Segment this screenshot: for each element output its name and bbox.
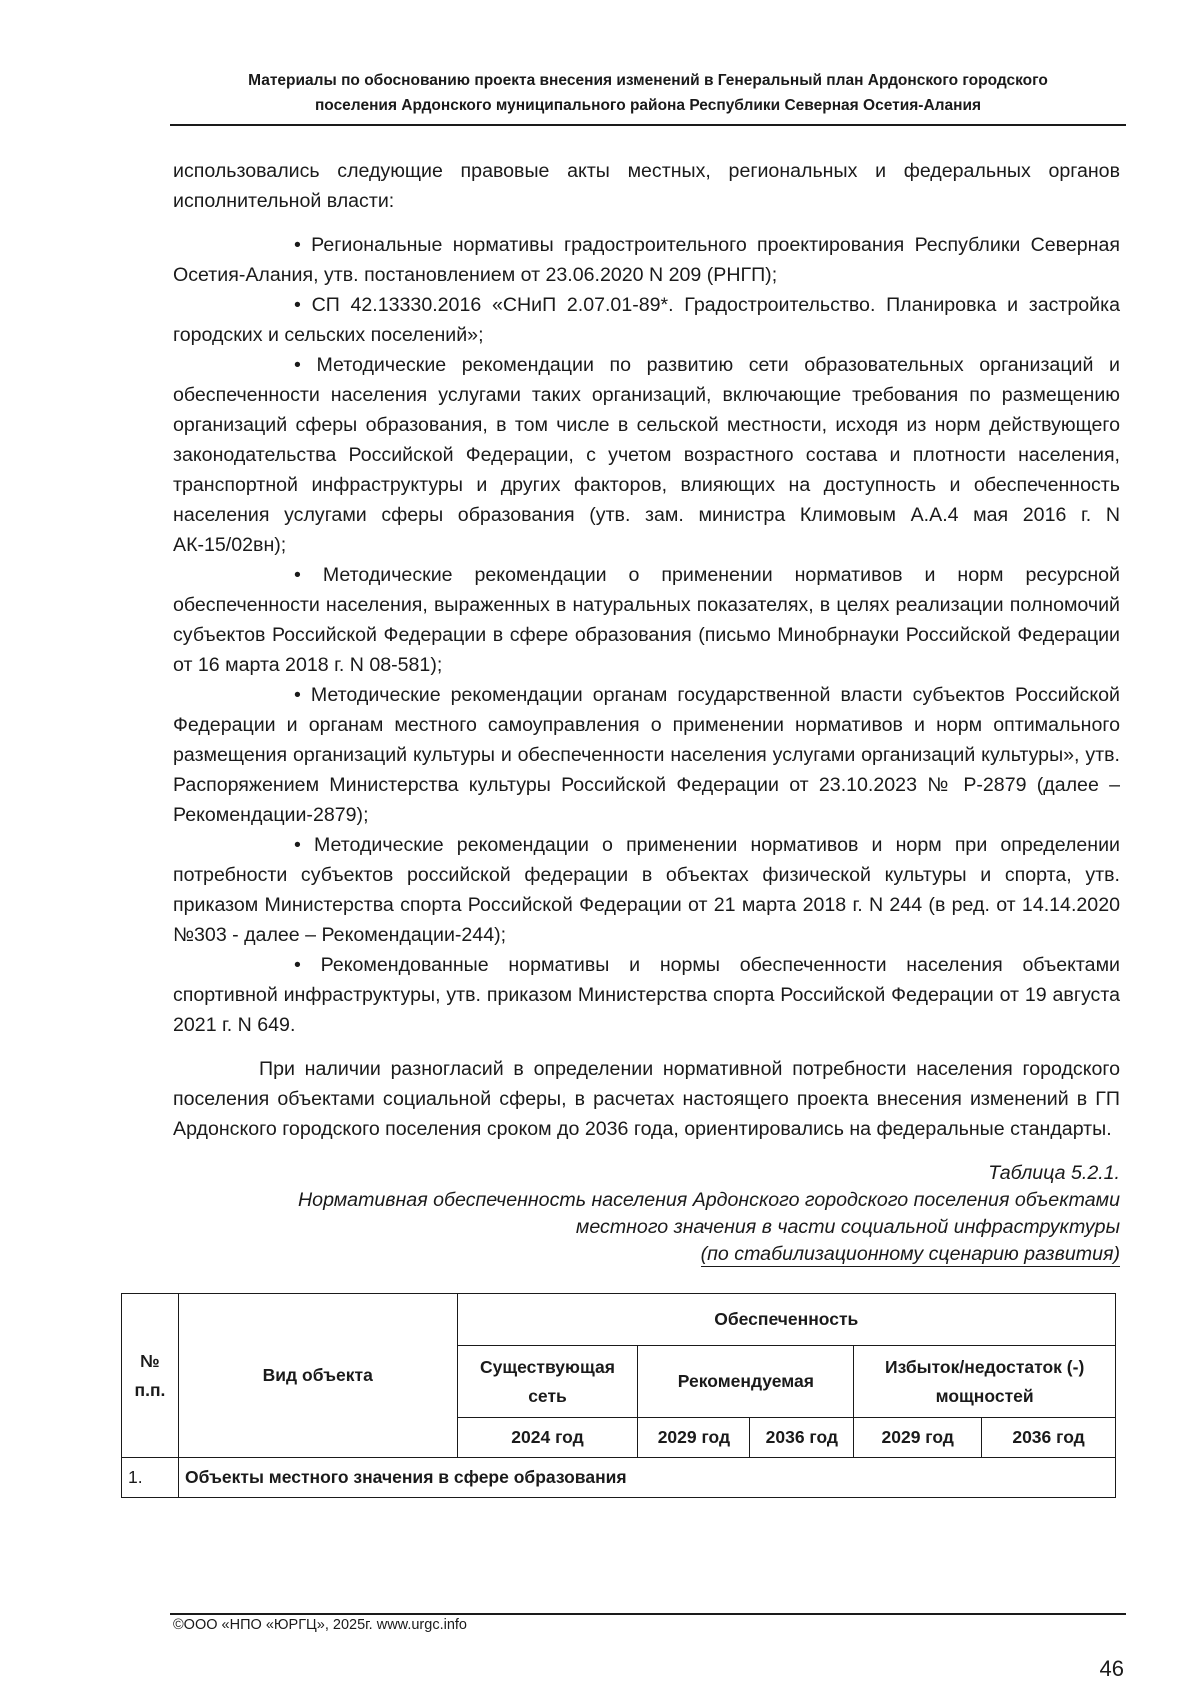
year-header: 2036 год — [750, 1418, 854, 1458]
header-line-2: поселения Ардонского муниципального района Республики Северная Осетия-Алания — [314, 97, 982, 114]
page-header — [170, 68, 1126, 118]
year-header: 2036 год — [982, 1418, 1116, 1458]
document-body — [173, 156, 1120, 1268]
col-type-header: Вид объекта — [178, 1294, 457, 1458]
footer-divider — [170, 1613, 1126, 1615]
col-number-header: № п.п. — [122, 1294, 179, 1458]
year-header: 2024 год — [457, 1418, 638, 1458]
caption-line-1: Нормативная обеспеченность населения Ардонского городского поселения объектами — [298, 1189, 1120, 1211]
list-item: • СП 42.13330.2016 «СНиП 2.07.01-89*. Градостроительство. Планировка и застройка городских и сельских поселений»; — [173, 290, 1120, 350]
recommended-header: Рекомендуемая — [638, 1346, 854, 1418]
header-line-1: Материалы по обоснованию проекта внесения изменений в Генеральный план Ардонского городского — [248, 72, 1048, 89]
intro-paragraph: использовались следующие правовые акты местных, региональных и федеральных органов исполнительной власти: — [173, 160, 1120, 212]
table-label: Таблица 5.2.1. — [988, 1162, 1120, 1184]
list-item: • Методические рекомендации органам государственной власти субъектов Российской Федерации и органам местного самоуправления о применении нормативов и норм оптимального размещения организаций культуры и обеспеченности населения услугами организаций культуры», утв. Распоряжением Министерства культуры Российской Федерации от 23.10.2023 № Р-2879 (далее – Рекомендации-2879); — [173, 680, 1120, 830]
list-item: • Методические рекомендации по развитию сети образовательных организаций и обеспеченности населения услугами таких организаций, включающие требования по размещению организаций сферы образования, в том числе в сельской местности, исходя из норм действующего законодательства Российской Федерации, с учетом возрастного состава и плотности населения, транспортной инфраструктуры и других факторов, влияющих на доступность и обеспеченность населения услугами сферы образования (утв. зам. министра Климовым А.А.4 мая 2016 г. N АК-15/02вн); — [173, 350, 1120, 560]
page-number: 46 — [1099, 1656, 1124, 1681]
group-header: Обеспеченность — [457, 1294, 1115, 1346]
row-number: 1. — [122, 1458, 179, 1498]
body-paragraph: При наличии разногласий в определении нормативной потребности населения городского поселения объектами социальной сферы, в расчетах настоящего проекта внесения изменений в ГП Ардонского городского поселения сроком до 2036 года, ориентировались на федеральные стандарты. — [173, 1058, 1120, 1140]
list-item: • Методические рекомендации о применении нормативов и норм при определении потребности субъектов российской федерации в объектах физической культуры и спорта, утв. приказом Министерства спорта Российской Федерации от 21 марта 2018 г. N 244 (в ред. от 14.14.2020 №303 - далее – Рекомендации-244); — [173, 830, 1120, 950]
list-item: • Методические рекомендации о применении нормативов и норм ресурсной обеспеченности населения, выраженных в натуральных показателях, в целях реализации полномочий субъектов Российской Федерации в сфере образования (письмо Минобрнауки Российской Федерации от 16 марта 2018 г. N 08-581); — [173, 560, 1120, 680]
caption-line-2: местного значения в части социальной инфраструктуры — [575, 1216, 1120, 1238]
caption-line-3: (по стабилизационному сценарию развития) — [700, 1243, 1120, 1265]
table-caption — [173, 1160, 1120, 1268]
existing-header: Существующая сеть — [457, 1346, 638, 1418]
list-item: • Рекомендованные нормативы и нормы обеспеченности населения объектами спортивной инфраструктуры, утв. приказом Министерства спорта Российской Федерации от 19 августа 2021 г. N 649. — [173, 950, 1120, 1040]
row-label: Объекты местного значения в сфере образования — [178, 1458, 1115, 1498]
surplus-header: Избыток/недостаток (-) мощностей — [854, 1346, 1116, 1418]
table-row — [122, 1458, 1116, 1498]
header-divider — [170, 124, 1126, 126]
year-header: 2029 год — [638, 1418, 750, 1458]
list-item: • Региональные нормативы градостроительного проектирования Республики Северная Осетия-Алания, утв. постановлением от 23.06.2020 N 209 (РНГП); — [173, 230, 1120, 290]
year-header: 2029 год — [854, 1418, 982, 1458]
provision-table — [121, 1293, 1116, 1498]
footer-text: ©ООО «НПО «ЮРГЦ», 2025г. www.urgc.info — [173, 1617, 467, 1633]
